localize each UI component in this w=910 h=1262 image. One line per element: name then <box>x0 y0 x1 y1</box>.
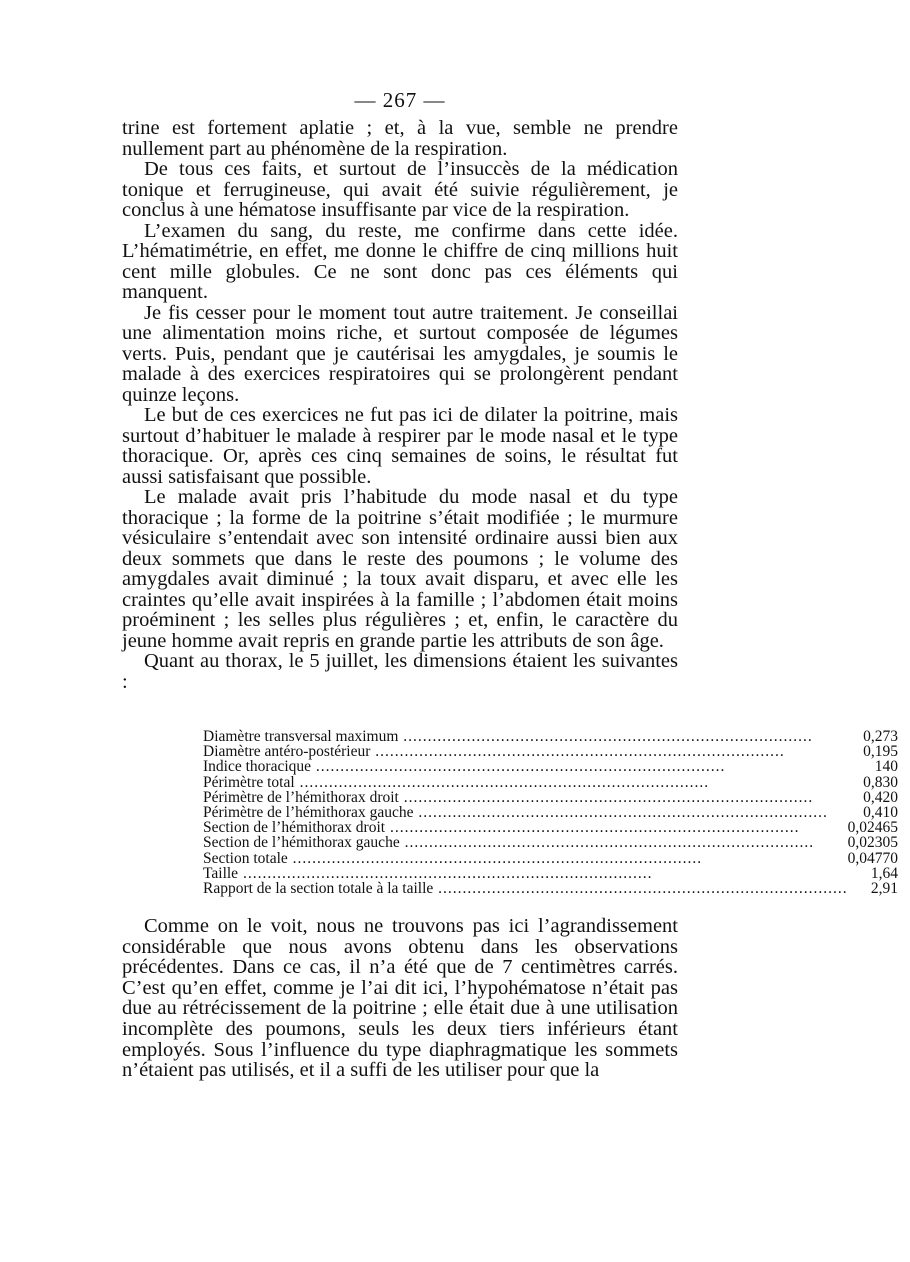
measurement-label: Section totale <box>203 849 288 867</box>
measurement-label: Périmètre de l’hémithorax droit <box>203 788 399 806</box>
measurement-label: Indice thoracique <box>203 758 312 776</box>
measurement-label: Périmètre de l’hémithorax gauche <box>203 804 414 822</box>
measurement-value: 0,273 <box>863 728 899 745</box>
measurement-value: 0,830 <box>863 773 899 791</box>
measurement-label: Rapport de la section totale à la taille <box>203 880 434 898</box>
table-row <box>203 835 910 850</box>
measurement-value: 0,195 <box>863 743 899 761</box>
measurement-label: Section de l’hémithorax gauche <box>203 834 400 852</box>
measurement-value: 140 <box>874 758 899 776</box>
paragraph: Je fis cesser pour le moment tout autre traitement. Je conseillai une alimentation moins riche, et surtout composée de légumes verts. Puis, pendant que je cautérisai les amygdales, je soumis le malade à des exercices respiratoires qui se prolongèrent pendant quinze leçons. <box>122 301 678 406</box>
measurement-value: 0,04770 <box>847 849 899 867</box>
leader-dots <box>433 880 847 897</box>
table-row <box>203 851 910 866</box>
page-number: — 267 — <box>354 88 446 112</box>
measurement-label: Diamètre transversal maximum <box>203 728 399 745</box>
measurement-value: 2,91 <box>870 880 899 898</box>
paragraph: Le malade avait pris l’habitude du mode nasal et du type thoracique ; la forme de la poitrine s’était modifiée ; le murmure vésiculaire s’entendait avec son intensité ordinaire aussi bien aux deux sommets que dans le reste des poumons ; le volume des amygdales avait diminué ; la toux avait disparu, et avec elle les craintes qu’elle avait inspirées à la famille ; l’abdomen était moins proéminent ; les selles plus régulières ; et, enfin, le caractère du jeune homme avait repris en grande partie les attributs de son âge. <box>122 486 678 652</box>
paragraph: Comme on le voit, nous ne trouvons pas ici l’agrandissement considérable que nous avons obtenu dans les observations précédentes. Dans ce cas, il n’a été que de 7 centimètres carrés. C’est qu’en effet, comme je l’ai dit ici, l’hypohématose n’était pas due au rétrécissement de la poitrine ; elle était due à une utilisation incomplète des poumons, seuls les deux tiers inférieurs étant employés. Sous l’influence du type diaphragmatique les sommets n’étaient pas utilisés, et il a suffi de les utiliser pour que la <box>122 915 678 1082</box>
table-row <box>203 881 910 896</box>
measurement-value: 0,02465 <box>847 819 899 837</box>
table-row <box>203 866 910 881</box>
measurement-label: Diamètre antéro-postérieur <box>203 743 371 761</box>
table-row <box>203 790 910 805</box>
table-row <box>203 775 910 790</box>
thorax-measurements-table <box>203 729 910 896</box>
measurement-value: 0,420 <box>863 788 899 806</box>
measurement-value: 0,02305 <box>847 834 899 852</box>
table-row <box>203 744 910 759</box>
measurement-value: 1,64 <box>870 864 899 882</box>
table-row <box>203 820 910 835</box>
table-row <box>203 759 910 774</box>
body-text <box>122 118 678 692</box>
paragraph: Le but de ces exercices ne fut pas ici de dilater la poitrine, mais surtout d’habituer le malade à respirer par le mode nasal et le type thoracique. Or, après ces cinq semaines de soins, le résultat fut aussi satisfaisant que possible. <box>122 404 678 488</box>
measurement-value: 0,410 <box>863 804 899 822</box>
measurement-label: Périmètre total <box>203 773 295 791</box>
measurement-label: Section de l’hémithorax droit <box>203 819 386 837</box>
paragraph: L’examen du sang, du reste, me confirme dans cette idée. L’hématimétrie, en effet, me donne le chiffre de cinq millions huit cent mille globules. Ce ne sont donc pas ces éléments qui manquent. <box>122 219 678 303</box>
paragraph: Quant au thorax, le 5 juillet, les dimensions étaient les suivantes : <box>122 650 678 693</box>
paragraph: trine est fortement aplatie ; et, à la vue, semble ne prendre nullement part au phénomène de la respiration. <box>122 117 678 160</box>
measurement-label: Taille <box>203 864 239 882</box>
paragraph: De tous ces faits, et surtout de l’insuccès de la médication tonique et ferrugineuse, qui avait été suivie régulièrement, je conclus à une hématose insuffisante par vice de la respiration. <box>122 158 678 221</box>
closing-text <box>122 916 678 1081</box>
table-row <box>203 729 910 744</box>
table-row <box>203 805 910 820</box>
